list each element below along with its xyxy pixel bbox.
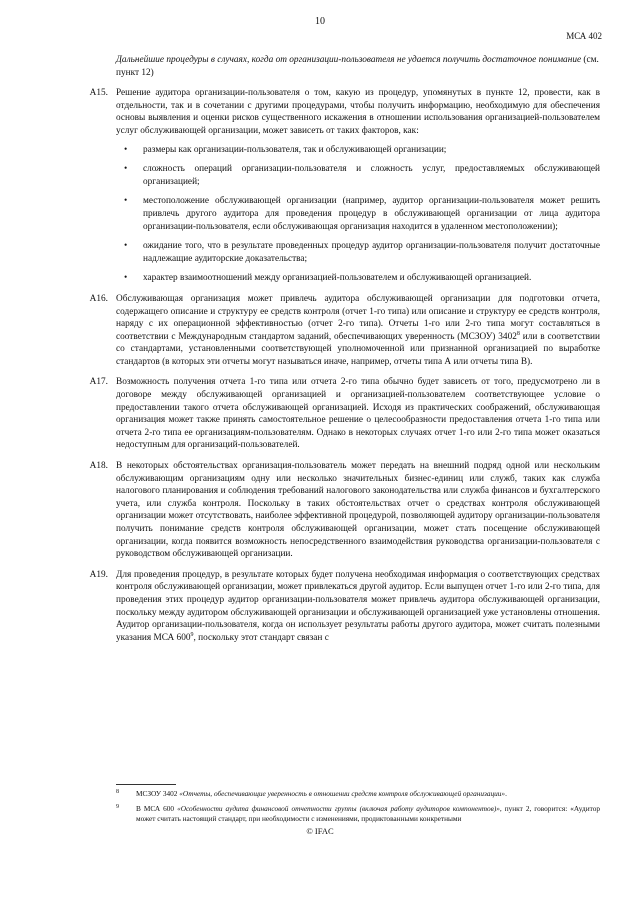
footnote-suffix: . — [505, 789, 507, 798]
main-content — [89, 54, 600, 652]
paragraph-number: A16. — [89, 293, 108, 304]
factor-list — [116, 144, 600, 285]
paragraph-text: В некоторых обстоятельствах организация-пользователь может передать на внешний подряд одной или нескольким обслуживающим организациям одну или несколько значительных бизнес-единиц или служб, таких как служба налогового планирования и соблюдения требований налогового законодательства или служба финансов и бухгалтерского учета, или служба контроля. Поскольку в таких обстоятельствах отчет о средствах контроля обслуживающей организации может отсутствовать, наиболее эффективной процедурой, позволяющей аудитору организации-пользователя получить понимание средств контроля обслуживающей организации, может стать посещение обслуживающей организации, когда появится возможность непосредственного взаимодействия руководства организации-пользователя с руководством обслуживающей организации. — [116, 461, 600, 560]
list-item-text: размеры как организации-пользователя, так и обслуживающей организации; — [143, 144, 447, 155]
paragraph-number: A17. — [89, 377, 108, 388]
section-heading — [116, 54, 600, 79]
paragraph-a15 — [89, 87, 600, 285]
list-item — [116, 163, 600, 188]
paragraph-number: A15. — [89, 88, 108, 99]
footnote-ref-9[interactable]: 9 — [190, 631, 194, 638]
bullet-icon: • — [124, 164, 128, 175]
bullet-icon: • — [124, 273, 128, 284]
list-item-text: характер взаимоотношений между организацией-пользователем и обслуживающей организацией. — [143, 273, 532, 284]
footnote-suffix: , пункт 2, говорится: «Аудитор может считать настоящий стандарт, при необходимости с изменениями, продиктованными конкретными — [136, 803, 600, 823]
paragraph-text-part: Обслуживающая организация может привлечь аудитора обслуживающей организации для подготовки отчета, содержащего описание и структуру ее средств контроля (отчет 1-го типа) или описание и структуру ее средств контроля, наряду с их операционной эффективностью (отчет 2-го типа). Отчеты 1-го или 2-го типа могут составляться в соответствии с Международным стандартом заданий, обеспечивающих уверенность (МСЗОУ) 3402 — [116, 293, 600, 342]
footnote-title: «Отчеты, обеспечивающие уверенность в отношении средств контроля обслуживающей организации» — [179, 789, 506, 798]
paragraph-text: Возможность получения отчета 1-го типа или отчета 2-го типа обычно будет зависеть от того, предусмотрено ли в договоре между обслуживающей организацией и организацией-пользователем соответствующее условие о предоставлении такого отчета обслуживающей организацией. Исходя из практических соображений, обслуживающая организация может также принять самостоятельное решение о целесообразности предоставления отчета 1-го типа или отчета 2-го типа ее организациям-пользователям. Однако в некоторых случаях отчет 1-го или 2-го типа может оказаться недоступным для организаций-пользователей. — [116, 377, 600, 451]
paragraph-text-part: Для проведения процедур, в результате которых будет получена необходимая информация о соответствующих средствах контроля обслуживающей организации, может привлекаться другой аудитор. Если выпущен отчет 1-го или 2-го типа, для проведения этих процедур аудитор организации-пользователя может привлечь аудитора обслуживающей организации, поскольку между аудитором обслуживающей организации и обслуживающей организацией уже установлены отношения. Аудитор организации-пользователя, когда он использует результаты работы другого аудитора, может считать полезными указания МСА 600 — [116, 569, 600, 643]
paragraph-text-part: или в соответствии со стандартами, установленными соответствующей уполномоченной или признанной организацией по выработке стандартов (в которых эти отчеты могут называться иначе, например, отчеты типа А или отчеты типа В). — [116, 331, 600, 367]
footnote-number: 9 — [116, 803, 119, 810]
bullet-icon: • — [124, 241, 128, 252]
document-code: МСА 402 — [566, 31, 602, 41]
list-item — [116, 272, 600, 285]
paragraph-a18 — [89, 460, 600, 561]
bullet-icon: • — [124, 144, 128, 155]
footnote-ref-8[interactable]: 8 — [516, 330, 520, 337]
paragraph-text-part: , поскольку этот стандарт связан с — [193, 632, 329, 643]
list-item — [116, 144, 600, 157]
paragraph-a16 — [89, 293, 600, 369]
paragraph-number: A19. — [89, 569, 108, 580]
ifac-copyright: © IFAC — [306, 826, 334, 836]
footnotes — [116, 789, 600, 829]
paragraph-a17 — [89, 376, 600, 452]
footnote-number: 8 — [116, 789, 119, 795]
paragraph-text — [116, 570, 600, 643]
list-item-text: местоположение обслуживающей организации (например, аудитор организации-пользователя может решить привлечь другого аудитора для проведения процедур в обслуживающей организации от лица аудитора организации-пользователя, если обслуживающая организация находится в удаленном местоположении); — [143, 196, 600, 232]
paragraph-intro: Решение аудитора организации-пользователя о том, какую из процедур, упомянутых в пункте 12, провести, как в отдельности, так и в сочетании с другими процедурами, чтобы получить информацию, необходимую для обеспечения основы выявления и оценки рисков существенного искажения в отношении использования организацией-пользователем услуг обслуживающей организации, может зависеть от таких факторов, как: — [116, 88, 600, 136]
bullet-icon: • — [124, 196, 128, 207]
list-item — [116, 195, 600, 233]
section-heading-reference: (см. пункт 12) — [116, 55, 599, 78]
footnote-prefix: В МСА 600 — [136, 803, 178, 813]
footnote-divider — [116, 784, 176, 785]
section-heading-italic: Дальнейшие процедуры в случаях, когда от организации-пользователя не удается получить достаточное понимание — [116, 55, 582, 65]
list-item-text: сложность операций организации-пользователя и сложность услуг, предоставляемых обслуживающей организацией; — [143, 164, 600, 187]
page-number: 10 — [315, 16, 325, 27]
footnote-title: «Особенности аудита финансовой отчетности группы (включая работу аудиторов компонентов)» — [177, 803, 500, 813]
footnote-8 — [116, 789, 600, 800]
footnote-prefix: МСЗОУ 3402 — [136, 789, 180, 798]
footnote-9 — [116, 804, 600, 825]
paragraph-text — [116, 294, 600, 367]
paragraph-number: A18. — [89, 461, 108, 472]
list-item — [116, 240, 600, 265]
list-item-text: ожидание того, что в результате проведенных процедур аудитор организации-пользователя получит достаточные надлежащие аудиторские доказательства; — [143, 241, 600, 264]
paragraph-a19 — [89, 569, 600, 645]
